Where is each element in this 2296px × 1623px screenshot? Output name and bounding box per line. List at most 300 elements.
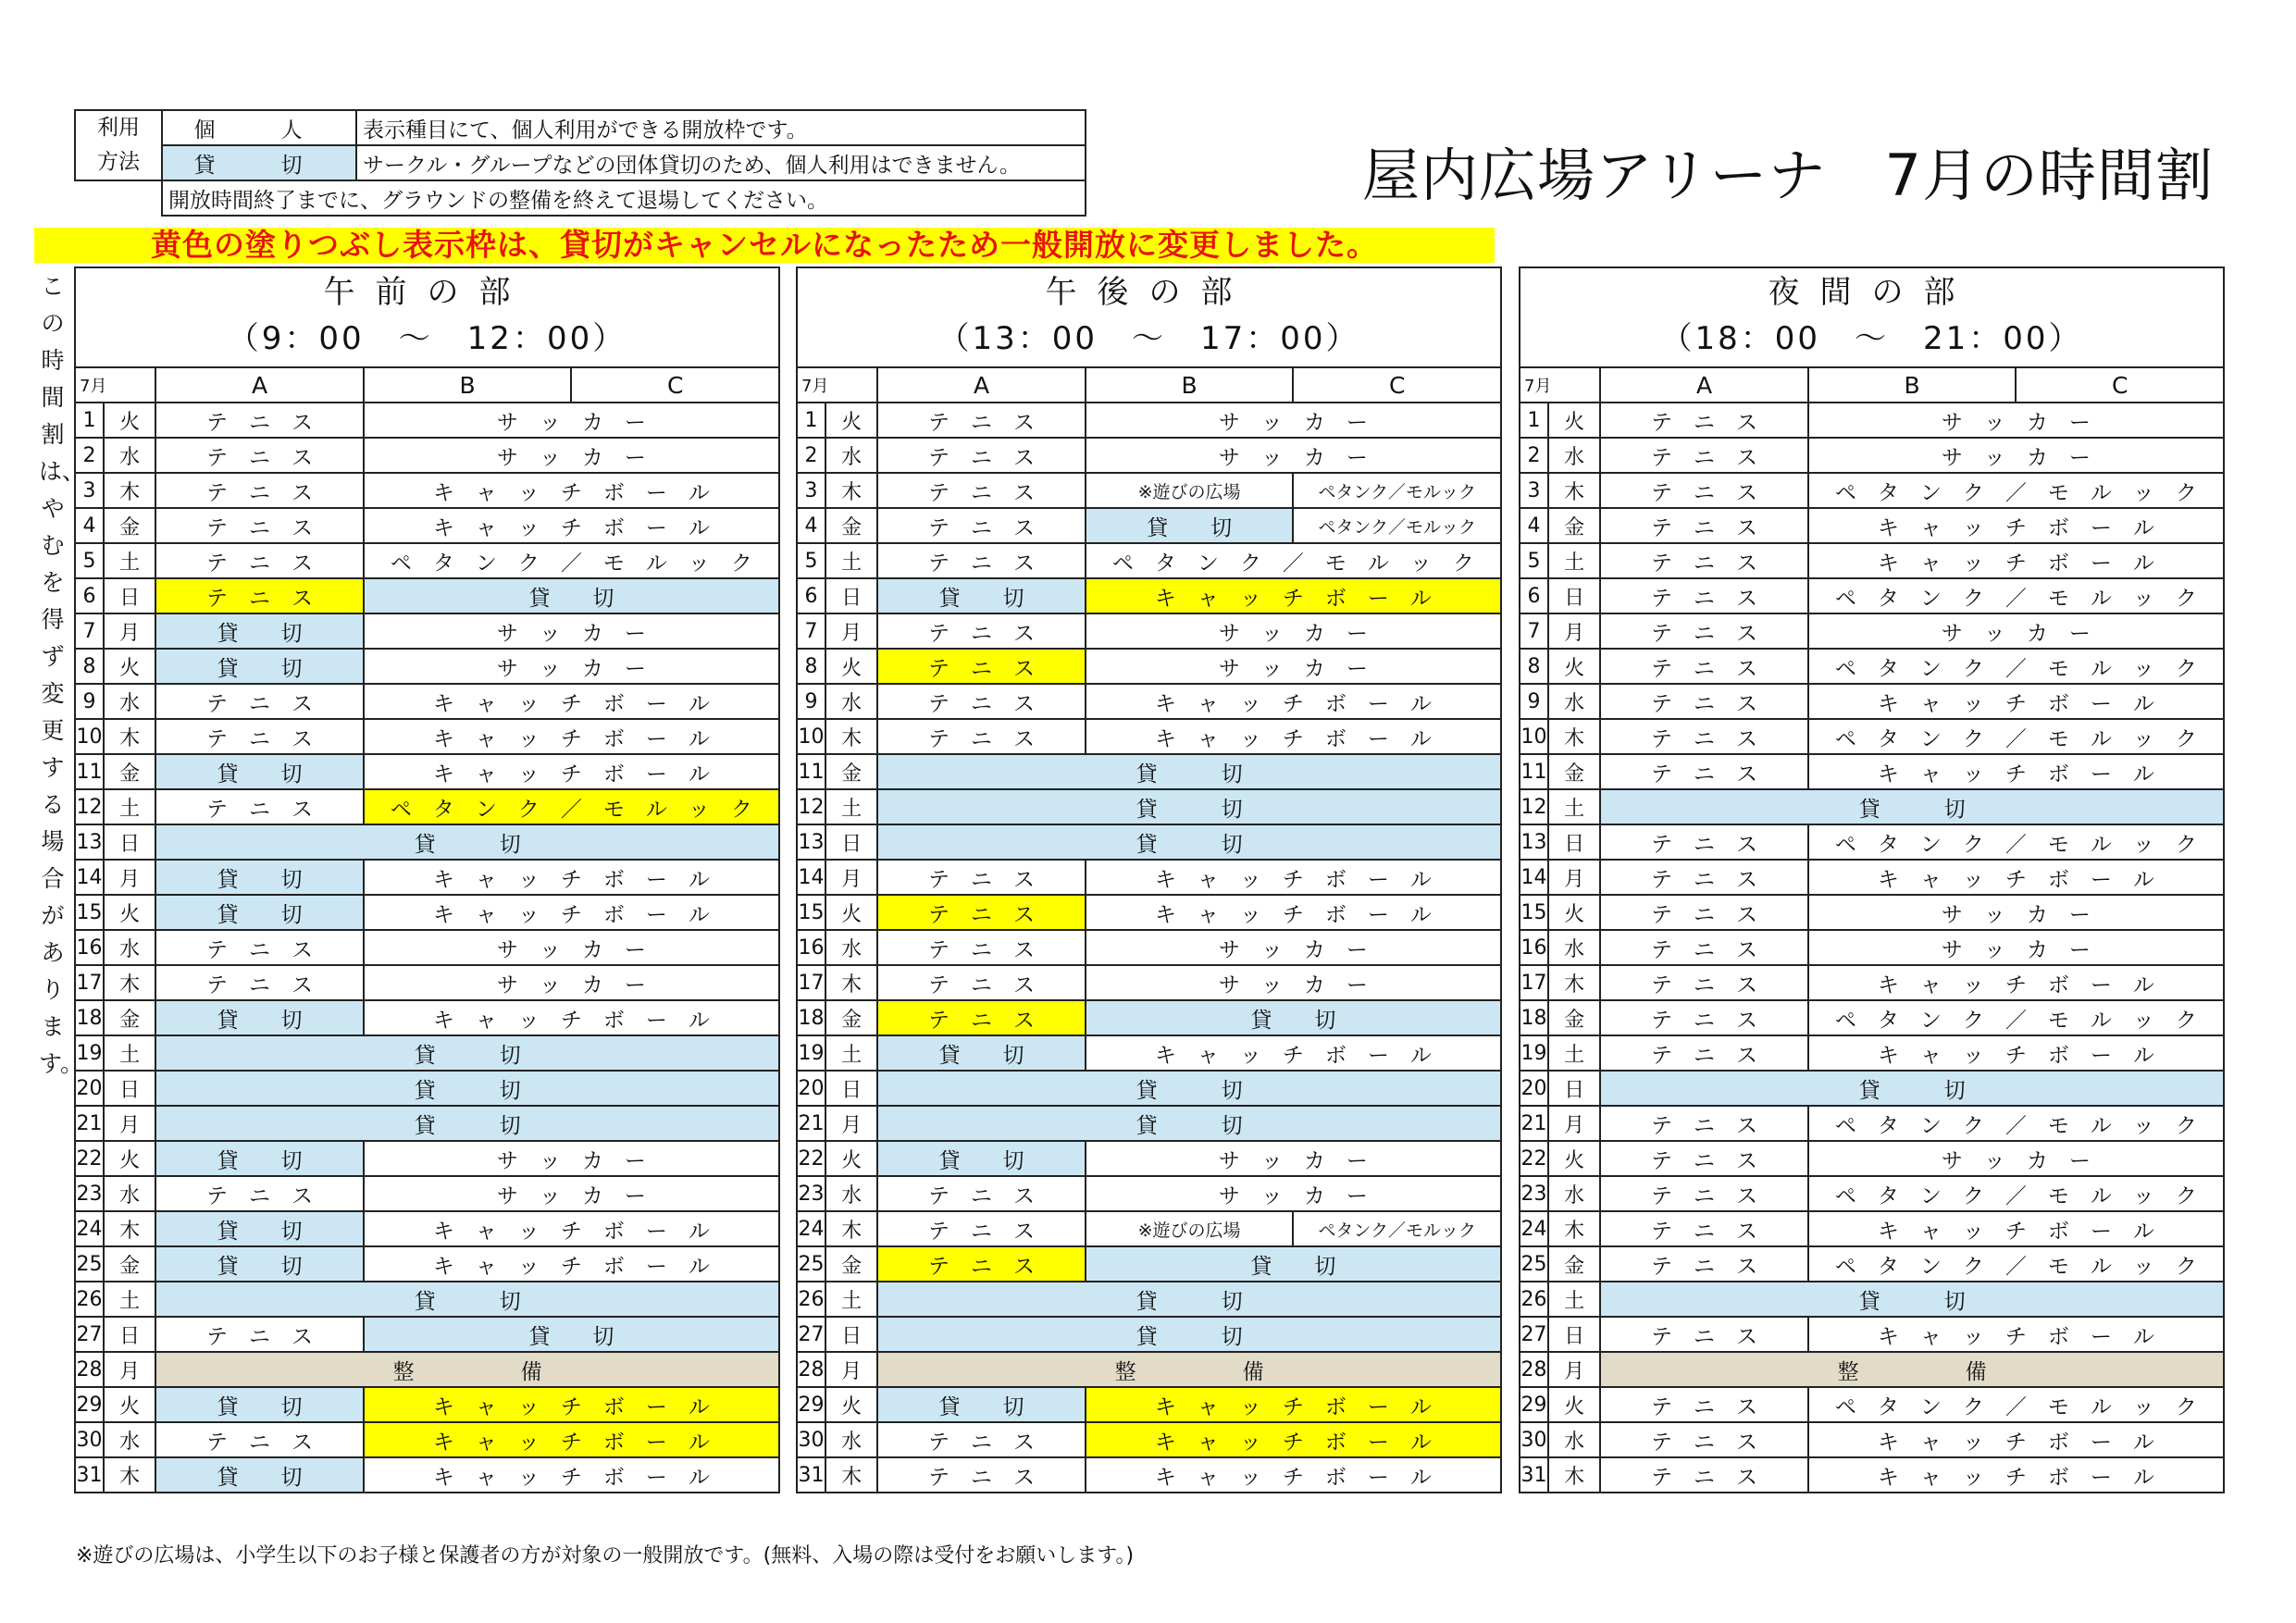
section-time: （18：00 ～ 21：00）	[1660, 320, 2083, 357]
weekday: 木	[1548, 965, 1600, 1000]
schedule-cell: サ ッ カ ー	[364, 649, 779, 684]
schedule-cell: テ ニ ス	[877, 649, 1086, 684]
weekday: 月	[825, 613, 877, 649]
column-header-b: B	[364, 367, 572, 403]
table-row	[75, 1211, 779, 1246]
schedule-night	[1519, 266, 2225, 1493]
schedule-cell: 貸 切	[877, 1141, 1086, 1176]
day-number: 15	[75, 895, 104, 930]
schedule-cell: キ ャ ッ チ ボ ー ル	[364, 473, 779, 508]
schedule-cell: キ ャ ッ チ ボ ー ル	[364, 1422, 779, 1457]
schedule-cell: ペ タ ン ク ／ モ ル ッ ク	[1808, 719, 2224, 754]
day-number: 4	[1520, 508, 1548, 543]
table-row	[75, 1071, 779, 1106]
day-number: 23	[75, 1176, 104, 1211]
day-number: 1	[1520, 403, 1548, 438]
table-row	[75, 1106, 779, 1141]
day-number: 26	[1520, 1282, 1548, 1317]
weekday: 金	[825, 1246, 877, 1282]
day-number: 30	[797, 1422, 825, 1457]
day-number: 16	[1520, 930, 1548, 965]
schedule-cell: キ ャ ッ チ ボ ー ル	[1086, 1457, 1501, 1493]
weekday: 木	[104, 719, 155, 754]
schedule-cell: テ ニ ス	[155, 1317, 364, 1352]
month-label: 7月	[1520, 367, 1600, 403]
schedule-cell: 貸 切	[155, 1141, 364, 1176]
schedule-cell: テ ニ ス	[155, 930, 364, 965]
schedule-cell: 貸 切	[1600, 789, 2224, 824]
schedule-cell: キ ャ ッ チ ボ ー ル	[364, 860, 779, 895]
day-number: 9	[75, 684, 104, 719]
weekday: 日	[104, 1071, 155, 1106]
table-row	[797, 1352, 1501, 1387]
table-row	[75, 930, 779, 965]
table-row	[1520, 1106, 2224, 1141]
day-number: 25	[1520, 1246, 1548, 1282]
weekday: 火	[825, 895, 877, 930]
day-number: 18	[1520, 1000, 1548, 1035]
table-row	[75, 860, 779, 895]
schedule-cell: テ ニ ス	[155, 1176, 364, 1211]
schedule-cell: テ ニ ス	[155, 403, 364, 438]
table-row	[75, 543, 779, 578]
schedule-cell: テ ニ ス	[1600, 1035, 1808, 1071]
legend-note: 開放時間終了までに、グラウンドの整備を終えて退場してください。	[162, 180, 1086, 216]
weekday: 土	[825, 1282, 877, 1317]
schedule-cell: サ ッ カ ー	[1086, 649, 1501, 684]
table-row	[75, 1422, 779, 1457]
table-row	[797, 860, 1501, 895]
schedule-cell: ペタンク／モルック	[1293, 473, 1501, 508]
weekday: 日	[825, 1317, 877, 1352]
legend-method-label: 利用 方法	[75, 110, 162, 180]
day-number: 20	[1520, 1071, 1548, 1106]
footnote: ※遊びの広場は、小学生以下のお子様と保護者の方が対象の一般開放です。(無料、入場の際は受付をお願いします。)	[76, 1544, 1135, 1567]
table-row	[1520, 860, 2224, 895]
table-row	[797, 508, 1501, 543]
table-row	[797, 613, 1501, 649]
day-number: 29	[1520, 1387, 1548, 1422]
table-row	[1520, 684, 2224, 719]
schedule-cell: キ ャ ッ チ ボ ー ル	[1808, 1317, 2224, 1352]
schedule-cell: テ ニ ス	[155, 684, 364, 719]
weekday: 火	[825, 403, 877, 438]
table-row	[1520, 1457, 2224, 1493]
schedule-cell: キ ャ ッ チ ボ ー ル	[364, 719, 779, 754]
day-number: 9	[1520, 684, 1548, 719]
weekday: 土	[104, 1035, 155, 1071]
weekday: 金	[104, 754, 155, 789]
weekday: 金	[1548, 1246, 1600, 1282]
table-row	[75, 1176, 779, 1211]
schedule-cell: ペタンク／モルック	[1293, 508, 1501, 543]
schedule-cell: テ ニ ス	[877, 543, 1086, 578]
weekday: 火	[104, 895, 155, 930]
weekday: 火	[1548, 895, 1600, 930]
table-row	[75, 1282, 779, 1317]
day-number: 13	[75, 824, 104, 860]
day-number: 29	[797, 1387, 825, 1422]
schedule-cell: サ ッ カ ー	[1808, 613, 2224, 649]
day-number: 5	[1520, 543, 1548, 578]
schedule-cell: 貸 切	[877, 1317, 1501, 1352]
table-row	[797, 1071, 1501, 1106]
table-row	[75, 895, 779, 930]
schedule-cell: テ ニ ス	[1600, 1387, 1808, 1422]
vertical-change-note: この時間割は、やむを得ず変更する場合があります。	[39, 273, 86, 1077]
schedule-cell: 貸 切	[1086, 1246, 1501, 1282]
weekday: 月	[1548, 1352, 1600, 1387]
day-number: 19	[797, 1035, 825, 1071]
schedule-cell: 貸 切	[155, 1246, 364, 1282]
schedule-cell: 貸 切	[155, 1035, 779, 1071]
schedule-cell: テ ニ ス	[155, 543, 364, 578]
weekday: 日	[104, 578, 155, 613]
weekday: 水	[1548, 930, 1600, 965]
table-row	[75, 1387, 779, 1422]
schedule-cell: サ ッ カ ー	[364, 1176, 779, 1211]
schedule-cell: キ ャ ッ チ ボ ー ル	[364, 1457, 779, 1493]
day-number: 14	[797, 860, 825, 895]
table-row	[797, 1282, 1501, 1317]
table-row	[797, 1317, 1501, 1352]
day-number: 12	[1520, 789, 1548, 824]
table-row	[797, 578, 1501, 613]
table-row	[797, 438, 1501, 473]
weekday: 月	[104, 613, 155, 649]
column-header-c: C	[1293, 367, 1501, 403]
weekday: 火	[104, 403, 155, 438]
table-row	[797, 930, 1501, 965]
table-row	[1520, 1352, 2224, 1387]
schedule-cell: ペ タ ン ク ／ モ ル ッ ク	[364, 789, 779, 824]
schedule-cell: テ ニ ス	[155, 719, 364, 754]
weekday: 水	[104, 930, 155, 965]
weekday: 火	[825, 1387, 877, 1422]
weekday: 月	[825, 1352, 877, 1387]
day-number: 31	[797, 1457, 825, 1493]
day-number: 12	[797, 789, 825, 824]
schedule-cell: テ ニ ス	[1600, 684, 1808, 719]
table-row	[75, 1035, 779, 1071]
table-row	[797, 1211, 1501, 1246]
table-row	[1520, 473, 2224, 508]
day-number: 1	[797, 403, 825, 438]
schedule-cell: キ ャ ッ チ ボ ー ル	[1808, 1457, 2224, 1493]
weekday: 木	[104, 965, 155, 1000]
day-number: 23	[797, 1176, 825, 1211]
weekday: 金	[104, 508, 155, 543]
day-number: 2	[797, 438, 825, 473]
day-number: 28	[75, 1352, 104, 1387]
schedule-cell: テ ニ ス	[1600, 860, 1808, 895]
table-row	[797, 719, 1501, 754]
schedule-cell: ペ タ ン ク ／ モ ル ッ ク	[1808, 649, 2224, 684]
table-row	[797, 403, 1501, 438]
weekday: 火	[1548, 1141, 1600, 1176]
weekday: 水	[104, 438, 155, 473]
table-row	[75, 1000, 779, 1035]
schedule-cell: テ ニ ス	[877, 1211, 1086, 1246]
table-row	[1520, 1387, 2224, 1422]
schedule-cell: 貸 切	[155, 895, 364, 930]
day-number: 5	[75, 543, 104, 578]
month-label: 7月	[797, 367, 877, 403]
weekday: 火	[825, 1141, 877, 1176]
day-number: 20	[797, 1071, 825, 1106]
day-number: 27	[75, 1317, 104, 1352]
table-row	[75, 789, 779, 824]
schedule-cell: キ ャ ッ チ ボ ー ル	[364, 754, 779, 789]
table-row	[1520, 578, 2224, 613]
schedule-cell: テ ニ ス	[877, 473, 1086, 508]
weekday: 土	[104, 543, 155, 578]
schedule-cell: サ ッ カ ー	[1086, 965, 1501, 1000]
weekday: 木	[104, 1211, 155, 1246]
section-time: （13：00 ～ 17：00）	[937, 320, 1360, 357]
weekday: 月	[825, 1106, 877, 1141]
schedule-cell: テ ニ ス	[1600, 1176, 1808, 1211]
table-row	[797, 824, 1501, 860]
schedule-cell: サ ッ カ ー	[364, 438, 779, 473]
table-row	[75, 824, 779, 860]
day-number: 10	[75, 719, 104, 754]
table-row	[797, 1457, 1501, 1493]
weekday: 木	[1548, 473, 1600, 508]
table-row	[1520, 965, 2224, 1000]
schedule-cell: テ ニ ス	[155, 473, 364, 508]
weekday: 土	[825, 789, 877, 824]
schedule-cell: キ ャ ッ チ ボ ー ル	[1086, 1387, 1501, 1422]
schedule-cell: 貸 切	[155, 824, 779, 860]
weekday: 日	[104, 1317, 155, 1352]
table-row	[797, 1000, 1501, 1035]
day-number: 21	[797, 1106, 825, 1141]
weekday: 火	[1548, 1387, 1600, 1422]
schedule-cell: キ ャ ッ チ ボ ー ル	[1086, 719, 1501, 754]
schedule-cell: テ ニ ス	[877, 508, 1086, 543]
schedule-cell: テ ニ ス	[1600, 965, 1808, 1000]
schedule-cell: 整 備	[155, 1352, 779, 1387]
table-row	[1520, 649, 2224, 684]
day-number: 2	[75, 438, 104, 473]
table-row	[1520, 1035, 2224, 1071]
schedule-cell: テ ニ ス	[1600, 578, 1808, 613]
schedule-cell: 貸 切	[877, 578, 1086, 613]
weekday: 火	[104, 1387, 155, 1422]
schedule-cell: 貸 切	[155, 649, 364, 684]
schedule-cell: サ ッ カ ー	[364, 930, 779, 965]
day-number: 28	[1520, 1352, 1548, 1387]
schedule-cell: テ ニ ス	[1600, 1211, 1808, 1246]
schedule-cell: キ ャ ッ チ ボ ー ル	[1808, 1211, 2224, 1246]
weekday: 火	[104, 649, 155, 684]
table-row	[1520, 754, 2224, 789]
day-number: 14	[75, 860, 104, 895]
weekday: 月	[1548, 860, 1600, 895]
schedule-cell: キ ャ ッ チ ボ ー ル	[1086, 1422, 1501, 1457]
day-number: 22	[797, 1141, 825, 1176]
table-row	[1520, 1000, 2224, 1035]
column-header-c: C	[571, 367, 779, 403]
day-number: 17	[797, 965, 825, 1000]
day-number: 10	[1520, 719, 1548, 754]
day-number: 8	[797, 649, 825, 684]
schedule-cell: テ ニ ス	[877, 1176, 1086, 1211]
schedule-cell: 貸 切	[155, 1000, 364, 1035]
day-number: 7	[75, 613, 104, 649]
day-number: 3	[1520, 473, 1548, 508]
schedule-cell: テ ニ ス	[1600, 1457, 1808, 1493]
day-number: 29	[75, 1387, 104, 1422]
day-number: 31	[75, 1457, 104, 1493]
schedule-cell: キ ャ ッ チ ボ ー ル	[1808, 1422, 2224, 1457]
day-number: 21	[1520, 1106, 1548, 1141]
schedule-cell: 貸 切	[1600, 1071, 2224, 1106]
day-number: 30	[75, 1422, 104, 1457]
day-number: 5	[797, 543, 825, 578]
weekday: 水	[1548, 684, 1600, 719]
schedule-cell: キ ャ ッ チ ボ ー ル	[1808, 684, 2224, 719]
weekday: 日	[825, 824, 877, 860]
schedule-cell: 貸 切	[877, 1106, 1501, 1141]
day-number: 11	[75, 754, 104, 789]
table-row	[1520, 1141, 2224, 1176]
schedule-cell: テ ニ ス	[1600, 649, 1808, 684]
weekday: 火	[104, 1141, 155, 1176]
schedule-cell: 整 備	[877, 1352, 1501, 1387]
schedule-cell: キ ャ ッ チ ボ ー ル	[1086, 895, 1501, 930]
schedule-cell: テ ニ ス	[1600, 719, 1808, 754]
schedule-cell: サ ッ カ ー	[1808, 930, 2224, 965]
day-number: 24	[1520, 1211, 1548, 1246]
day-number: 17	[75, 965, 104, 1000]
column-header-a: A	[1600, 367, 1808, 403]
schedule-cell: テ ニ ス	[1600, 1106, 1808, 1141]
table-row	[75, 649, 779, 684]
day-number: 26	[797, 1282, 825, 1317]
day-number: 6	[75, 578, 104, 613]
schedule-cell: 貸 切	[364, 1317, 779, 1352]
section-name: 夜間の部	[1768, 274, 1976, 311]
schedule-cell: テ ニ ス	[1600, 403, 1808, 438]
column-header-b: B	[1086, 367, 1294, 403]
schedule-cell: テ ニ ス	[877, 860, 1086, 895]
schedule-cell: サ ッ カ ー	[1808, 1141, 2224, 1176]
weekday: 金	[104, 1000, 155, 1035]
schedule-cell: 貸 切	[877, 1387, 1086, 1422]
weekday: 土	[104, 1282, 155, 1317]
schedule-cell: テ ニ ス	[1600, 543, 1808, 578]
schedule-cell: サ ッ カ ー	[1086, 438, 1501, 473]
schedule-cell: キ ャ ッ チ ボ ー ル	[1086, 578, 1501, 613]
day-number: 25	[75, 1246, 104, 1282]
schedule-cell: サ ッ カ ー	[1086, 1141, 1501, 1176]
table-row	[75, 578, 779, 613]
day-number: 12	[75, 789, 104, 824]
day-number: 31	[1520, 1457, 1548, 1493]
day-number: 21	[75, 1106, 104, 1141]
legend-kashikiri-desc: サークル・グループなどの団体貸切のため、個人利用はできません。	[356, 145, 1086, 180]
table-row	[797, 649, 1501, 684]
cancellation-banner: 黄色の塗りつぶし表示枠は、貸切がキャンセルになったため一般開放に変更しました。	[34, 228, 1495, 263]
weekday: 日	[1548, 1071, 1600, 1106]
schedule-cell: 貸 切	[155, 1387, 364, 1422]
weekday: 金	[825, 754, 877, 789]
table-row	[797, 543, 1501, 578]
schedule-cell: 貸 切	[155, 1211, 364, 1246]
weekday: 日	[1548, 1317, 1600, 1352]
table-row	[1520, 789, 2224, 824]
table-row	[797, 1246, 1501, 1282]
page-title: 屋内広場アリーナ 7月の時間割	[1362, 142, 2214, 209]
table-row	[797, 1141, 1501, 1176]
weekday: 木	[825, 473, 877, 508]
table-row	[797, 789, 1501, 824]
weekday: 月	[104, 1352, 155, 1387]
schedule-cell: キ ャ ッ チ ボ ー ル	[1808, 543, 2224, 578]
table-row	[1520, 508, 2224, 543]
weekday: 土	[1548, 543, 1600, 578]
schedule-cell: 貸 切	[877, 789, 1501, 824]
table-row	[797, 1387, 1501, 1422]
schedule-cell: キ ャ ッ チ ボ ー ル	[364, 508, 779, 543]
weekday: 水	[104, 1176, 155, 1211]
weekday: 水	[825, 684, 877, 719]
schedule-cell: キ ャ ッ チ ボ ー ル	[1086, 1035, 1501, 1071]
weekday: 日	[825, 1071, 877, 1106]
schedule-cell: 貸 切	[155, 1106, 779, 1141]
schedule-cell: ペ タ ン ク ／ モ ル ッ ク	[1808, 824, 2224, 860]
weekday: 月	[104, 860, 155, 895]
schedule-cell: テ ニ ス	[155, 965, 364, 1000]
schedule-cell: キ ャ ッ チ ボ ー ル	[1808, 860, 2224, 895]
table-row	[1520, 895, 2224, 930]
day-number: 24	[797, 1211, 825, 1246]
weekday: 日	[104, 824, 155, 860]
day-number: 19	[75, 1035, 104, 1071]
table-row	[797, 1422, 1501, 1457]
schedule-cell: 貸 切	[364, 578, 779, 613]
day-number: 18	[797, 1000, 825, 1035]
weekday: 水	[825, 930, 877, 965]
schedule-cell: テ ニ ス	[877, 1457, 1086, 1493]
weekday: 金	[1548, 1000, 1600, 1035]
schedule-cell: 貸 切	[155, 1457, 364, 1493]
weekday: 金	[104, 1246, 155, 1282]
schedule-cell: テ ニ ス	[877, 613, 1086, 649]
column-header-b: B	[1808, 367, 2017, 403]
day-number: 1	[75, 403, 104, 438]
weekday: 水	[1548, 1422, 1600, 1457]
schedule-cell: テ ニ ス	[1600, 895, 1808, 930]
schedule-cell: ペ タ ン ク ／ モ ル ッ ク	[1808, 473, 2224, 508]
day-number: 7	[1520, 613, 1548, 649]
table-row	[75, 754, 779, 789]
table-row	[1520, 438, 2224, 473]
schedule-cell: ※遊びの広場	[1086, 1211, 1294, 1246]
weekday: 月	[825, 860, 877, 895]
schedule-cell: ペ タ ン ク ／ モ ル ッ ク	[1808, 1176, 2224, 1211]
schedule-cell: テ ニ ス	[1600, 473, 1808, 508]
table-row	[1520, 1422, 2224, 1457]
day-number: 22	[1520, 1141, 1548, 1176]
schedule-cell: テ ニ ス	[155, 438, 364, 473]
weekday: 金	[1548, 508, 1600, 543]
day-number: 15	[797, 895, 825, 930]
schedule-cell: テ ニ ス	[877, 438, 1086, 473]
table-row	[797, 754, 1501, 789]
